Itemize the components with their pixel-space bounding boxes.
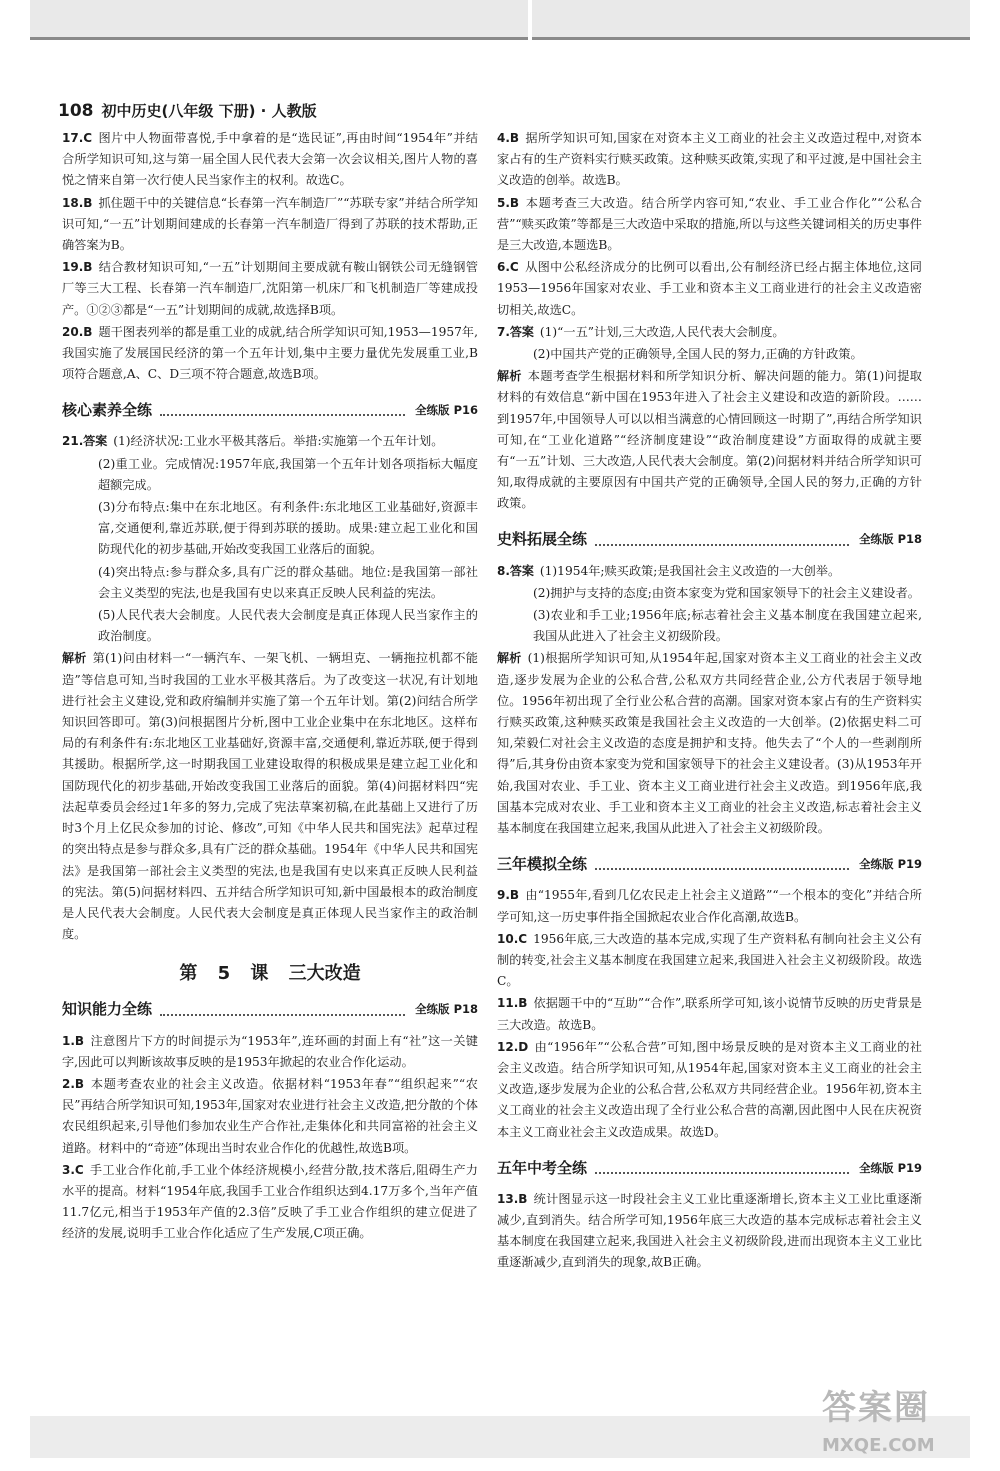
answer-text: 抓住题干中的关键信息“长春第一汽车制造厂”“苏联专家”并结合所学知识可知,“一五”计划期间建成的长春第一汽车制造厂得到了苏联的技术帮助,正确答案为B。 (62, 195, 478, 253)
answer-part: (2)拥护与支持的态度;由资本家变为党和国家领导下的社会主义建设者。 (533, 585, 920, 600)
answer-text: 从图中公私经济成分的比例可以看出,公有制经济已经占据主体地位,这同1953—1956年国家对农业、手工业和资本主义工商业进行的社会主义改造密切相关,故选C。 (497, 260, 922, 317)
answer-text: 据所学知识可知,国家在对资本主义工商业的社会主义改造过程中,对资本家占有的生产资料实行赎买政策。这种赎买政策,实现了和平过渡,是中国社会主义改造的创举。故选B。 (497, 131, 922, 188)
dotted-leader (595, 868, 849, 870)
section-page-ref: 全练版 P19 (859, 1160, 922, 1175)
section-title: 知识能力全练 (62, 1000, 153, 1019)
section-header-five-year (497, 1157, 922, 1179)
question-number: 17.C (62, 131, 93, 145)
question-number: 19.B (62, 260, 93, 275)
answer-part: (1)经济状况:工业水平极其落后。举措:实施第一个五年计划。 (113, 434, 444, 449)
question-number: 20.B (62, 324, 93, 339)
answer-part: (3)农业和手工业;1956年底;标志着社会主义基本制度在我国建立起来,我国从此进入了社会主义初级阶段。 (533, 608, 922, 644)
analysis-text: 第(1)问由材料一“一辆汽车、一架飞机、一辆坦克、一辆拖拉机都不能造”等信息可知,当时我国的工业水平极其落后。为了改变这一状况,有计划地进行社会主义建设,党和政府编制并实施了第一个五年计划。第(2)问结合所学知识回答即可。第(3)问根据图片分析,图中工业企业集中在东北地区。这样布局的有利条件有:东北地区工业基础好,资源丰富,交通便利,靠近苏联,便于得到其援助。根据所学,这一时期我国工业建设取得的积极成果是建立起工业化和国防现代化的初步基础,开始改变我国工业落后的面貌。第(4)问据材料四“宪法起草委员会经过1年多的努力,完成了宪法草案初稿,在此基础上又进行了历时3个月上亿民众参加的讨论、修改”,可知《中华人民共和国宪法》起草过程的突出特点是参与群众多,具有广泛的群众基础。1954年《中华人民共和国宪法》是我国第一部社会主义类型的宪法,也是我国有史以来真正反映人民利益的宪法。第(5)问据材料四、五并结合所学知识可知,新中国最根本的政治制度是人民代表大会制度。人民代表大会制度是真正体现人民当家作主的政治制度。 (62, 651, 478, 942)
answer-entry (62, 128, 478, 192)
page-number: 108 (58, 100, 94, 121)
analysis-text: (1)根据所学知识可知,从1954年起,国家对资本主义工商业的社会主义改造,逐步发展为企业的公私合营,公私双方共同经营企业,公方代表居于领导地位。1956年初出现了全行业公私合营的高潮。国家对资本家占有的生产资料实行赎买政策,这种赎买政策是我国社会主义改造的一大创举。(2)依据史料二可知,荣毅仁对社会主义改造的态度是拥护和支持。他失去了“个人的一些剥削所得”后,其身份由资本家变为党和国家领导下的社会主义建设者。(3)从1953年开始,我国对农业、手工业、资本主义工商业进行社会主义改造。到1956年底,我国基本完成对农业、手工业和资本主义工商业的社会主义改造,标志着社会主义基本制度在我国建立起来,我国从此进入了社会主义初级阶段。 (497, 651, 922, 836)
section-title: 史料拓展全练 (497, 530, 588, 549)
question-number: 10.C (497, 931, 528, 946)
question-number: 21.答案 (62, 434, 108, 449)
dotted-leader (595, 1172, 849, 1174)
dotted-leader (160, 1014, 405, 1016)
dotted-leader (595, 544, 849, 546)
question-number: 4.B (497, 131, 520, 145)
answer-text: 由“1955年,看到几亿农民走上社会主义道路”“一个根本的变化”并结合所学可知,这一历史事件指全国掀起农业合作化高潮,故选B。 (497, 888, 922, 924)
question-number: 7.答案 (497, 324, 534, 339)
answer-entry (497, 1037, 922, 1143)
watermark-logo (822, 1380, 972, 1468)
answer-text: 依据题干中的“互助”“合作”,联系所学可知,该小说情节反映的历史背景是三大改造。故选B。 (497, 996, 922, 1032)
answer-text: 统计图显示这一时段社会主义工业比重逐渐增长,资本主义工业比重逐渐减少,直到消失。结合所学可知,1956年底三大改造的基本完成标志着社会主义基本制度在我国建立起来,我国进入社会主义初级阶段,进而出现资本主义工业比重逐渐减少,直到消失的现象,故B正确。 (497, 1191, 922, 1270)
analysis-text: 本题考查学生根据材料和所学知识分析、解决问题的能力。第(1)问提取材料的有效信息“新中国在1953年进入了社会主义建设和改造的新阶段。……到1957年,中国领导人可以以相当满意的心情回顾这一时期了”,再结合所学知识可知,在“工业化道路”“经济制度建设”“政治制度建设”方面取得的成就主要有“一五”计划、三大改造,人民代表大会制度。第(2)问据材料并结合所学知识可知,取得成就的主要原因有中国共产党的正确领导,全国人民的努力,正确的方针政策。 (497, 369, 922, 511)
book-title: 初中历史(八年级 下册) · 人教版 (101, 102, 317, 120)
dotted-leader (160, 414, 405, 416)
answer-entry (497, 993, 922, 1035)
answer-text: 注意图片下方的时间提示为“1953年”,连环画的封面上有“社”这一关键字,因此可以判断该故事反映的是1953年掀起的农业合作化运动。 (62, 1033, 478, 1069)
answer-entry-8 (497, 561, 922, 582)
page-header (58, 100, 317, 121)
top-decorative-band (30, 0, 970, 40)
question-number: 2.B (62, 1076, 85, 1091)
answer-part: (4)突出特点:参与群众多,具有广泛的群众基础。地位:是我国第一部社会主义类型的宪法,也是我国有史以来真正反映人民利益的宪法。 (98, 564, 478, 600)
section-header-knowledge (62, 999, 478, 1021)
answer-entry (62, 193, 478, 257)
section-title: 五年中考全练 (497, 1158, 588, 1177)
section-title: 三年模拟全练 (497, 855, 588, 874)
question-number: 8.答案 (497, 563, 534, 578)
answer-entry (497, 885, 922, 927)
top-band-divider (528, 0, 532, 40)
analysis-8 (497, 648, 922, 839)
answer-entry (62, 257, 478, 321)
watermark-url: MXQE.COM (822, 1435, 935, 1456)
watermark-text: 答案圈 (822, 1388, 930, 1428)
answer-part: (2)重工业。完成情况:1957年底,我国第一个五年计划各项指标大幅度超额完成。 (98, 456, 478, 492)
answer-part: (1)1954年;赎买政策;是我国社会主义改造的一大创举。 (539, 563, 841, 578)
answer-text: 图片中人物面带喜悦,手中拿着的是“选民证”,再由时间“1954年”并结合所学知识可知,这与第一届全国人民代表大会第一次会议相关,图片人物的喜悦之情来自第一次行使人民当家作主的权利。故选C。 (62, 131, 478, 188)
answer-entry (497, 257, 922, 321)
analysis-label: 解析 (62, 651, 87, 666)
section-page-ref: 全练版 P16 (415, 403, 478, 418)
answer-text: 本题考查三大改造。结合所学内容可知,“农业、手工业合作化”“公私合营”“赎买政策”等都是三大改造中采取的措施,所以与这些关键词相关的历史事件是三大改造,本题选B。 (497, 195, 922, 253)
lesson-title: 第 5 课 三大改造 (179, 963, 361, 985)
answer-entry (497, 128, 922, 192)
answer-part: (5)人民代表大会制度。人民代表大会制度是真正体现人民当家作主的政治制度。 (98, 608, 478, 644)
question-number: 1.B (62, 1033, 85, 1048)
question-number: 12.D (497, 1039, 529, 1054)
answer-entry-7 (497, 322, 922, 343)
answer-text: 本题考查农业的社会主义改造。依据材料“1953年春”“组织起来”“农民”再结合所学知识可知,1953年,国家对农业进行社会主义改造,把分散的个体农民组织起来,引导他们参加农业生产合作社,走集体化和共同富裕的社会主义道路。材料中的“奇迹”体现出当时农业合作化的优越性,故选B项。 (62, 1076, 478, 1155)
question-number: 3.C (62, 1162, 84, 1177)
analysis-label: 解析 (497, 651, 522, 666)
answer-entry (62, 322, 478, 386)
answer-part: (3)分布特点:集中在东北地区。有利条件:东北地区工业基础好,资源丰富,交通便利,靠近苏联,便于得到苏联的援助。成果:建立起工业化和国防现代化的初步基础,开始改变我国工业落后的面貌。 (98, 500, 478, 557)
section-page-ref: 全练版 P18 (415, 1002, 478, 1017)
answer-text: 手工业合作化前,手工业个体经济规模小,经营分散,技术落后,阻碍生产力水平的提高。材料“1954年底,我国手工业合作组织达到4.17万多个,当年产值11.7亿元,相当于1953年产值的2.3倍”反映了手工业合作组织的建立促进了经济的发展,说明手工业合作化适应了生产发展,C项正确。 (62, 1162, 478, 1241)
answer-entry (497, 193, 922, 257)
answer-part: (1)“一五”计划,三大改造,人民代表大会制度。 (539, 324, 785, 339)
question-number: 11.B (497, 996, 528, 1011)
answer-entry (497, 929, 922, 993)
section-header-core-literacy (62, 399, 478, 421)
question-number: 18.B (62, 195, 93, 210)
answer-text: 结合教材知识可知,“一五”计划期间主要成就有鞍山钢铁公司无缝钢管厂等三大工程、长春第一汽车制造厂,沈阳第一机床厂和飞机制造厂等建成投产。①②③都是“一五”计划期间的成就,故选择B项。 (62, 260, 478, 317)
answer-entry-21 (62, 431, 478, 452)
answer-entry (62, 1160, 478, 1245)
question-number: 5.B (497, 195, 520, 210)
question-number: 9.B (497, 888, 520, 903)
answer-text: 题干图表列举的都是重工业的成就,结合所学知识可知,1953—1957年,我国实施了发展国民经济的第一个五年计划,集中主要力量优先发展重工业,B项符合题意,A、C、D三项不符合题意,故选B项。 (62, 324, 478, 382)
answer-entry (497, 1189, 922, 1274)
left-column (62, 128, 478, 1246)
answer-entry (62, 1031, 478, 1073)
analysis-label: 解析 (497, 369, 522, 384)
section-header-three-year (497, 853, 922, 875)
analysis-21 (62, 648, 478, 945)
question-number: 13.B (497, 1191, 528, 1206)
answer-text: 1956年底,三大改造的基本完成,实现了生产资料私有制向社会主义公有制的转变,社会主义基本制度在我国建立起来,我国进入社会主义初级阶段。故选C。 (497, 931, 922, 989)
answer-part: (2)中国共产党的正确领导,全国人民的努力,正确的方针政策。 (533, 347, 863, 362)
section-page-ref: 全练版 P18 (859, 532, 922, 547)
section-header-sources (497, 529, 922, 551)
answer-text: 由“1956年”“公私合营”可知,图中场景反映的是对资本主义工商业的社会主义改造。结合所学知识可知,从1954年起,国家对资本主义工商业的社会主义改造,逐步发展为企业的公私合营,公私双方共同经营企业。1956年初,资本主义工商业的社会主义改造出现了全行业公私合营的高潮,因此图中人民在庆祝资本主义工商业社会主义改造成果。故选D。 (497, 1039, 922, 1139)
answer-entry (62, 1074, 478, 1159)
section-page-ref: 全练版 P19 (859, 857, 922, 872)
section-title: 核心素养全练 (62, 401, 153, 420)
question-number: 6.C (497, 260, 519, 275)
analysis-7 (497, 366, 922, 514)
right-column (497, 128, 922, 1275)
